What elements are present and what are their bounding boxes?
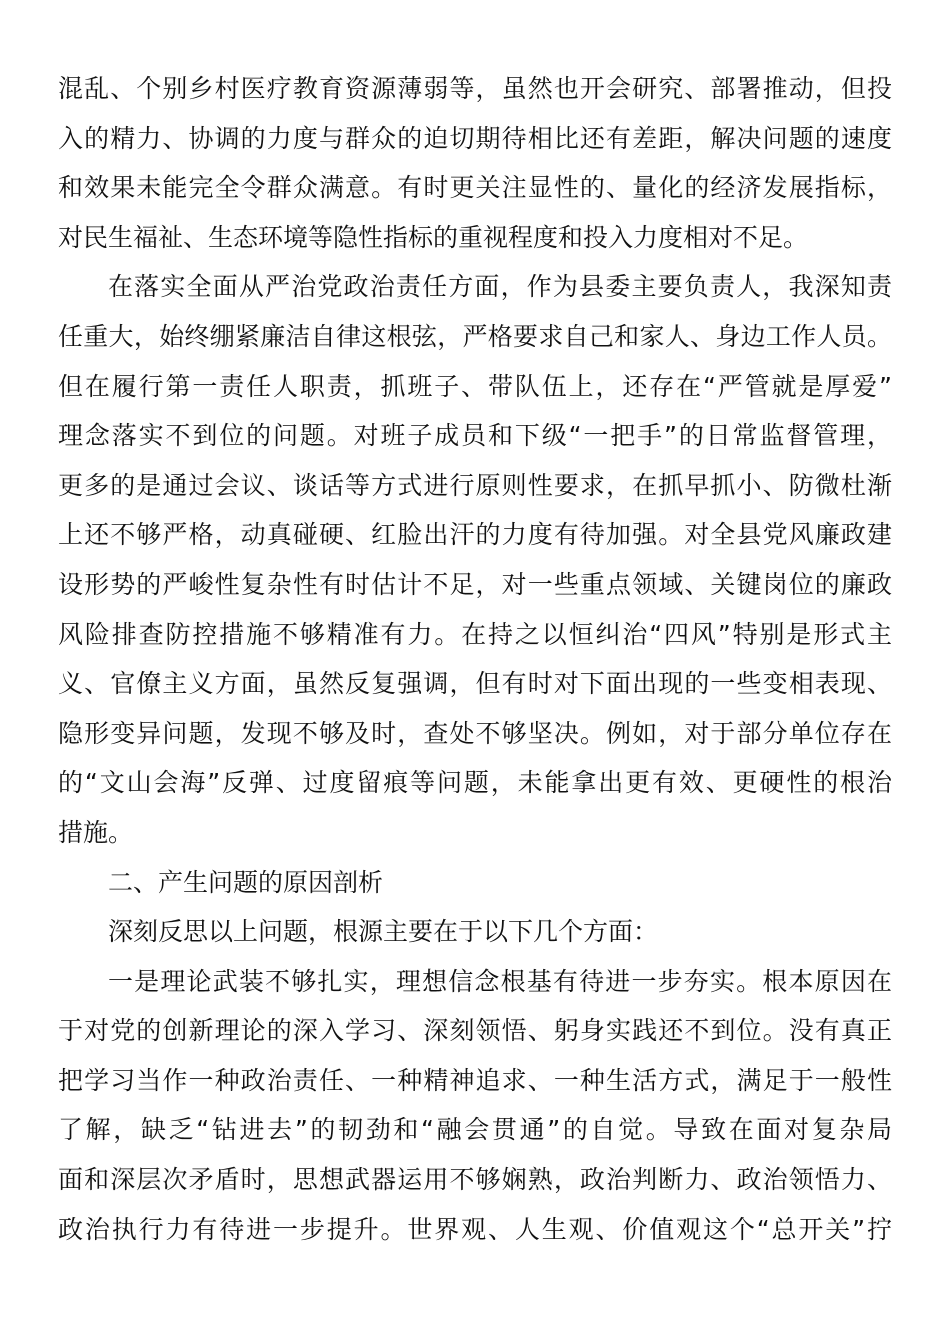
text-line: 理念落实不到位的问题。对班子成员和下级“一把手”的日常监督管理，	[58, 421, 892, 451]
text-line: 义、官僚主义方面，虽然反复强调，但有时对下面出现的一些变相表现、	[58, 669, 892, 699]
text-line: 把学习当作一种政治责任、一种精神追求、一种生活方式，满足于一般性	[58, 1065, 892, 1095]
text-line: 隐形变异问题，发现不够及时，查处不够坚决。例如，对于部分单位存在	[58, 718, 892, 748]
text-line: 任重大，始终绷紧廉洁自律这根弦，严格要求自己和家人、身边工作人员。	[58, 321, 892, 351]
text-line: 更多的是通过会议、谈话等方式进行原则性要求，在抓早抓小、防微杜渐	[58, 470, 892, 500]
document-body	[58, 64, 892, 1254]
text-line: 设形势的严峻性复杂性有时估计不足，对一些重点领域、关键岗位的廉政	[58, 569, 892, 599]
text-line: 政治执行力有待进一步提升。世界观、人生观、价值观这个“总开关”拧	[58, 1214, 892, 1244]
text-line: 了解，缺乏“钻进去”的韧劲和“融会贯通”的自觉。导致在面对复杂局	[58, 1115, 892, 1145]
text-line: 入的精力、协调的力度与群众的迫切期待相比还有差距，解决问题的速度	[58, 123, 892, 153]
text-line: 于对党的创新理论的深入学习、深刻领悟、躬身实践还不到位。没有真正	[58, 1016, 892, 1046]
text-line: 上还不够严格，动真碰硬、红脸出汗的力度有待加强。对全县党风廉政建	[58, 520, 892, 550]
text-line: 和效果未能完全令群众满意。有时更关注显性的、量化的经济发展指标，	[58, 173, 892, 203]
paragraph-start-line: 一是理论武装不够扎实，理想信念根基有待进一步夯实。根本原因在	[108, 966, 892, 996]
text-line: 面和深层次矛盾时，思想武器运用不够娴熟，政治判断力、政治领悟力、	[58, 1165, 892, 1195]
paragraph-start-line: 深刻反思以上问题，根源主要在于以下几个方面：	[108, 917, 659, 947]
text-line: 对民生福祉、生态环境等隐性指标的重视程度和投入力度相对不足。	[58, 222, 809, 252]
paragraph-start-line: 在落实全面从严治党政治责任方面，作为县委主要负责人，我深知责	[108, 272, 892, 302]
text-line: 风险排查防控措施不够精准有力。在持之以恒纠治“四风”特别是形式主	[58, 619, 892, 649]
section-heading: 二、产生问题的原因剖析	[108, 867, 384, 897]
text-line: 的“文山会海”反弹、过度留痕等问题，未能拿出更有效、更硬性的根治	[58, 768, 892, 798]
text-line: 措施。	[58, 817, 134, 847]
text-line: 混乱、个别乡村医疗教育资源薄弱等，虽然也开会研究、部署推动，但投	[58, 74, 892, 103]
text-line: 但在履行第一责任人职责，抓班子、带队伍上，还存在“严管就是厚爱”	[58, 371, 892, 401]
